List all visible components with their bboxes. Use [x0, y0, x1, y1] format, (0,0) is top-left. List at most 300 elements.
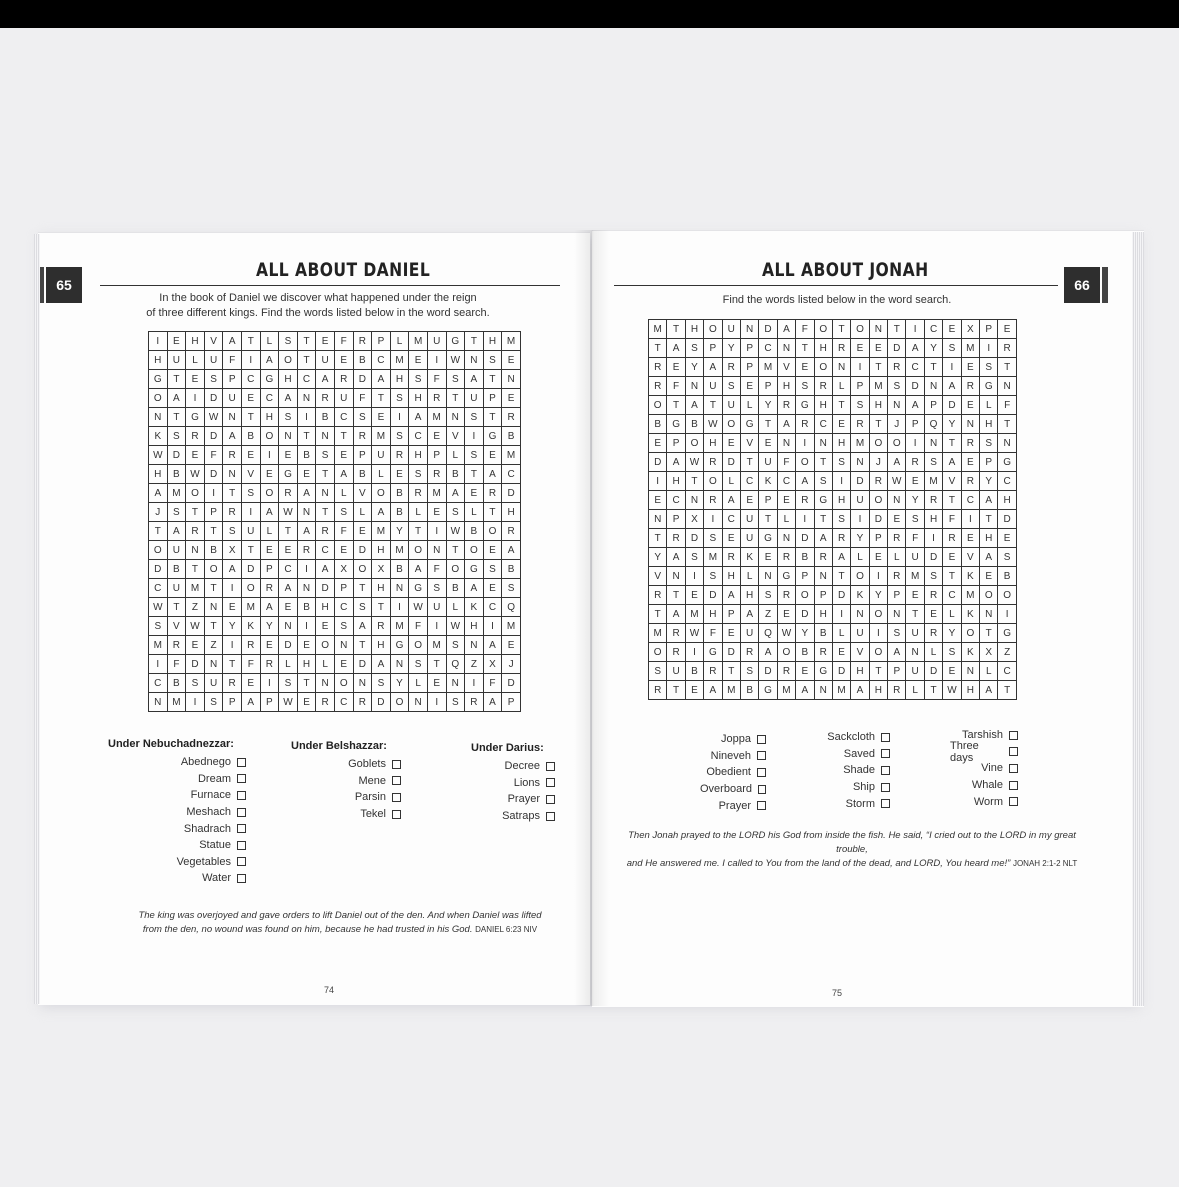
grid-cell: E [741, 377, 759, 396]
grid-cell: U [741, 510, 759, 529]
grid-cell: O [888, 434, 906, 453]
grid-cell: S [925, 453, 943, 472]
bible-verse [612, 829, 1092, 871]
grid-cell: M [186, 579, 205, 598]
grid-cell: P [372, 332, 391, 351]
top-black-bar [0, 0, 1179, 28]
checkbox[interactable] [881, 783, 890, 792]
checkbox[interactable] [237, 874, 246, 883]
grid-cell: H [409, 446, 428, 465]
grid-cell: Y [223, 617, 242, 636]
grid-cell: R [391, 446, 410, 465]
checkbox[interactable] [237, 808, 246, 817]
word-label: Storm [845, 797, 875, 810]
checkbox[interactable] [237, 758, 246, 767]
word-label: Saved [843, 747, 875, 760]
grid-cell: I [428, 522, 447, 541]
grid-cell: T [242, 541, 261, 560]
word-item [317, 756, 401, 773]
grid-cell: H [279, 370, 298, 389]
word-label: Prayer [507, 793, 540, 806]
grid-cell: A [354, 617, 373, 636]
checkbox[interactable] [1009, 747, 1018, 756]
grid-cell: P [741, 358, 759, 377]
grid-cell: F [796, 320, 814, 339]
grid-cell: T [354, 636, 373, 655]
grid-cell: B [796, 548, 814, 567]
grid-cell: H [372, 636, 391, 655]
grid-cell: I [833, 605, 851, 624]
grid-cell: S [465, 408, 484, 427]
grid-cell: O [391, 693, 410, 712]
grid-cell: N [298, 579, 317, 598]
verse-line: and He answered me. I called to You from the land of the dead, and LORD, You heard me!” [626, 858, 1011, 869]
checkbox[interactable] [1009, 781, 1018, 790]
grid-cell: C [149, 579, 168, 598]
grid-cell: E [778, 605, 796, 624]
grid-cell: R [888, 529, 906, 548]
grid-cell: L [279, 655, 298, 674]
grid-cell: O [409, 636, 428, 655]
grid-cell: O [447, 560, 466, 579]
grid-cell: H [409, 389, 428, 408]
grid-cell: E [242, 389, 261, 408]
checkbox[interactable] [546, 778, 555, 787]
grid-cell: C [316, 541, 335, 560]
grid-cell: U [704, 377, 722, 396]
grid-cell: F [335, 522, 354, 541]
grid-cell: L [261, 522, 280, 541]
grid-cell: T [298, 674, 317, 693]
grid-cell: A [778, 320, 796, 339]
grid-cell: L [409, 674, 428, 693]
checkbox[interactable] [237, 857, 246, 866]
grid-cell: M [428, 636, 447, 655]
grid-cell: U [168, 541, 187, 560]
grid-cell: E [484, 541, 503, 560]
grid-cell: L [833, 624, 851, 643]
grid-cell: I [649, 472, 667, 491]
grid-cell: L [741, 567, 759, 586]
grid-cell: G [409, 579, 428, 598]
grid-cell: S [980, 358, 998, 377]
grid-cell: E [186, 446, 205, 465]
word-label: Sackcloth [827, 731, 875, 744]
grid-cell: D [149, 560, 168, 579]
grid-cell: M [391, 541, 410, 560]
grid-cell: G [447, 332, 466, 351]
grid-cell: C [998, 662, 1016, 681]
word-label: Furnace [190, 789, 231, 802]
grid-cell: D [242, 560, 261, 579]
grid-cell: B [447, 465, 466, 484]
grid-cell: K [962, 567, 980, 586]
grid-cell: Q [925, 415, 943, 434]
grid-cell: T [354, 579, 373, 598]
verse-line-2 [130, 923, 550, 937]
grid-cell: E [335, 351, 354, 370]
grid-cell: D [833, 662, 851, 681]
grid-cell: N [354, 674, 373, 693]
grid-cell: J [502, 655, 521, 674]
grid-cell: D [649, 453, 667, 472]
grid-cell: W [888, 472, 906, 491]
checkbox[interactable] [392, 793, 401, 802]
grid-cell: H [667, 472, 685, 491]
grid-cell: N [223, 465, 242, 484]
checkbox[interactable] [881, 733, 890, 742]
grid-cell: B [298, 446, 317, 465]
grid-cell: T [796, 339, 814, 358]
grid-cell: R [261, 579, 280, 598]
checkbox[interactable] [392, 776, 401, 785]
grid-cell: T [298, 332, 317, 351]
checkbox[interactable] [757, 751, 766, 760]
grid-cell: E [335, 541, 354, 560]
grid-cell: N [316, 674, 335, 693]
grid-cell: N [223, 408, 242, 427]
grid-cell: E [686, 681, 704, 700]
grid-cell: E [168, 332, 187, 351]
grid-cell: R [667, 643, 685, 662]
grid-cell: E [335, 655, 354, 674]
grid-cell: R [242, 636, 261, 655]
grid-cell: T [980, 510, 998, 529]
grid-cell: H [833, 434, 851, 453]
grid-cell: A [980, 548, 998, 567]
grid-cell: T [168, 408, 187, 427]
left-page [38, 232, 590, 1005]
grid-cell: U [316, 351, 335, 370]
grid-cell: Z [205, 636, 224, 655]
grid-cell: I [223, 636, 242, 655]
grid-cell: E [428, 674, 447, 693]
grid-cell: U [242, 522, 261, 541]
grid-cell: E [888, 510, 906, 529]
word-label: Shadrach [183, 822, 231, 835]
grid-cell: P [335, 579, 354, 598]
checkbox[interactable] [881, 766, 890, 775]
grid-cell: Z [186, 598, 205, 617]
grid-cell: S [409, 370, 428, 389]
grid-cell: N [391, 655, 410, 674]
grid-cell: I [186, 693, 205, 712]
word-column-2 [824, 729, 890, 812]
grid-cell: I [686, 643, 704, 662]
grid-cell: K [962, 605, 980, 624]
checkbox[interactable] [757, 801, 766, 810]
word-item [164, 837, 246, 854]
grid-cell: S [279, 332, 298, 351]
checkbox[interactable] [237, 824, 246, 833]
grid-cell: C [778, 472, 796, 491]
grid-cell: T [205, 617, 224, 636]
grid-cell: R [428, 465, 447, 484]
grid-cell: S [704, 529, 722, 548]
grid-cell: H [465, 617, 484, 636]
grid-cell: E [998, 529, 1016, 548]
grid-cell: P [502, 693, 521, 712]
word-item [164, 820, 246, 837]
grid-cell: M [851, 434, 869, 453]
grid-cell: V [649, 567, 667, 586]
grid-cell: F [778, 453, 796, 472]
grid-cell: I [980, 339, 998, 358]
grid-cell: N [205, 655, 224, 674]
grid-cell: C [925, 320, 943, 339]
checkbox[interactable] [237, 774, 246, 783]
checkbox[interactable] [392, 810, 401, 819]
word-label: Abednego [180, 756, 231, 769]
grid-cell: Y [943, 624, 961, 643]
grid-cell: E [870, 548, 888, 567]
grid-cell: O [484, 522, 503, 541]
grid-cell: S [796, 377, 814, 396]
grid-cell: T [667, 586, 685, 605]
grid-cell: C [298, 370, 317, 389]
grid-cell: R [704, 491, 722, 510]
grid-cell: M [962, 586, 980, 605]
grid-cell: A [888, 643, 906, 662]
grid-cell: D [168, 446, 187, 465]
grid-cell: W [447, 617, 466, 636]
grid-cell: C [943, 586, 961, 605]
grid-cell: G [391, 636, 410, 655]
grid-cell: T [888, 320, 906, 339]
grid-cell: T [943, 567, 961, 586]
grid-cell: A [833, 548, 851, 567]
checkbox[interactable] [392, 760, 401, 769]
grid-cell: W [205, 408, 224, 427]
grid-cell: I [261, 446, 280, 465]
grid-cell: E [667, 358, 685, 377]
grid-cell: L [980, 662, 998, 681]
grid-cell: I [242, 351, 261, 370]
grid-cell: F [998, 396, 1016, 415]
grid-cell: T [870, 415, 888, 434]
grid-cell: S [943, 643, 961, 662]
grid-cell: F [223, 351, 242, 370]
grid-cell: P [906, 415, 924, 434]
grid-cell: S [833, 510, 851, 529]
grid-cell: D [704, 586, 722, 605]
grid-cell: E [686, 586, 704, 605]
grid-cell: E [465, 484, 484, 503]
grid-cell: E [279, 598, 298, 617]
grid-cell: L [888, 548, 906, 567]
grid-cell: C [149, 674, 168, 693]
grid-cell: C [242, 370, 261, 389]
grid-cell: R [223, 503, 242, 522]
grid-cell: R [223, 446, 242, 465]
grid-cell: I [833, 472, 851, 491]
grid-cell: R [778, 662, 796, 681]
grid-cell: L [372, 465, 391, 484]
grid-cell: B [391, 484, 410, 503]
grid-cell: T [998, 681, 1016, 700]
grid-cell: D [372, 693, 391, 712]
grid-cell: T [833, 396, 851, 415]
grid-cell: A [316, 370, 335, 389]
grid-cell: C [759, 339, 777, 358]
grid-cell: T [741, 453, 759, 472]
grid-cell: R [409, 484, 428, 503]
grid-cell: L [778, 510, 796, 529]
grid-cell: U [465, 389, 484, 408]
grid-cell: R [723, 358, 741, 377]
grid-cell: B [796, 643, 814, 662]
checkbox[interactable] [546, 795, 555, 804]
grid-cell: D [723, 643, 741, 662]
grid-cell: O [980, 586, 998, 605]
grid-cell: A [502, 541, 521, 560]
grid-cell: T [704, 396, 722, 415]
grid-cell: R [649, 358, 667, 377]
grid-cell: E [428, 503, 447, 522]
grid-cell: T [759, 510, 777, 529]
grid-cell: G [465, 560, 484, 579]
grid-cell: N [851, 453, 869, 472]
grid-cell: R [502, 408, 521, 427]
checkbox[interactable] [881, 749, 890, 758]
grid-cell: C [741, 472, 759, 491]
word-item [700, 731, 766, 748]
grid-cell: C [815, 415, 833, 434]
grid-cell: E [242, 446, 261, 465]
grid-cell: P [223, 693, 242, 712]
grid-cell: H [186, 332, 205, 351]
grid-cell: R [888, 681, 906, 700]
checkbox[interactable] [757, 735, 766, 744]
grid-cell: T [484, 503, 503, 522]
word-item [950, 793, 1018, 810]
checkbox[interactable] [1009, 764, 1018, 773]
grid-cell: L [354, 503, 373, 522]
grid-cell: S [723, 377, 741, 396]
grid-cell: A [667, 605, 685, 624]
grid-cell: C [335, 693, 354, 712]
word-search-grid [148, 331, 521, 712]
intro-line: of three different kings. Find the words listed below in the word search. [146, 307, 490, 319]
grid-cell: Y [851, 529, 869, 548]
grid-cell: I [428, 693, 447, 712]
grid-cell: A [168, 522, 187, 541]
grid-cell: A [796, 681, 814, 700]
verse-line: Then Jonah prayed to the LORD his God from inside the fish. He said, “I cried out to the LORD in my great trouble, [628, 830, 1076, 855]
grid-cell: R [428, 389, 447, 408]
grid-cell: Y [261, 617, 280, 636]
grid-cell: V [205, 332, 224, 351]
grid-cell: T [759, 415, 777, 434]
bible-verse [130, 909, 550, 937]
grid-cell: F [484, 674, 503, 693]
book-gutter [574, 230, 610, 1006]
grid-cell: W [447, 522, 466, 541]
grid-cell: C [998, 472, 1016, 491]
grid-cell: E [723, 529, 741, 548]
grid-cell: O [796, 453, 814, 472]
grid-cell: R [316, 693, 335, 712]
grid-cell: A [168, 389, 187, 408]
grid-cell: O [465, 541, 484, 560]
checkbox[interactable] [1009, 731, 1018, 740]
grid-cell: M [759, 358, 777, 377]
grid-cell: B [686, 415, 704, 434]
grid-cell: F [704, 624, 722, 643]
grid-cell: T [168, 370, 187, 389]
grid-cell: R [833, 529, 851, 548]
grid-cell: A [372, 655, 391, 674]
grid-cell: V [778, 358, 796, 377]
checkbox[interactable] [758, 785, 766, 794]
grid-cell: E [759, 434, 777, 453]
grid-cell: D [851, 472, 869, 491]
grid-cell: B [354, 465, 373, 484]
grid-cell: H [372, 541, 391, 560]
checkbox[interactable] [546, 812, 555, 821]
checkbox[interactable] [881, 799, 890, 808]
word-label: Shade [843, 764, 875, 777]
grid-cell: F [205, 446, 224, 465]
grid-cell: A [943, 453, 961, 472]
checkbox[interactable] [1009, 797, 1018, 806]
word-label: Vine [981, 762, 1003, 775]
grid-cell: A [279, 579, 298, 598]
grid-cell: I [391, 408, 410, 427]
grid-cell: P [888, 586, 906, 605]
grid-cell: D [796, 529, 814, 548]
grid-cell: O [851, 567, 869, 586]
checkbox[interactable] [237, 791, 246, 800]
grid-cell: A [888, 453, 906, 472]
grid-cell: R [833, 339, 851, 358]
checkbox[interactable] [237, 841, 246, 850]
group-heading: Under Belshazzar: [291, 740, 387, 752]
grid-cell: J [870, 453, 888, 472]
grid-cell: A [851, 681, 869, 700]
grid-cell: S [925, 567, 943, 586]
word-item [164, 754, 246, 771]
word-item [471, 775, 555, 792]
grid-cell: E [261, 541, 280, 560]
grid-cell: W [149, 598, 168, 617]
grid-cell: W [686, 453, 704, 472]
grid-cell: P [759, 491, 777, 510]
grid-cell: L [723, 472, 741, 491]
grid-cell: N [888, 396, 906, 415]
grid-cell: B [686, 662, 704, 681]
checkbox[interactable] [546, 762, 555, 771]
word-item [164, 870, 246, 887]
grid-cell: N [962, 662, 980, 681]
grid-cell: D [723, 453, 741, 472]
word-label: Statue [199, 839, 231, 852]
grid-cell: X [372, 560, 391, 579]
grid-cell: S [354, 598, 373, 617]
grid-cell: U [741, 529, 759, 548]
grid-cell: A [372, 503, 391, 522]
word-item [317, 789, 401, 806]
grid-cell: T [409, 522, 428, 541]
word-item [824, 762, 890, 779]
checkbox[interactable] [757, 768, 766, 777]
grid-cell: I [906, 434, 924, 453]
word-item [824, 779, 890, 796]
grid-cell: M [391, 617, 410, 636]
grid-cell: S [168, 427, 187, 446]
grid-cell: E [962, 358, 980, 377]
grid-cell: U [168, 579, 187, 598]
